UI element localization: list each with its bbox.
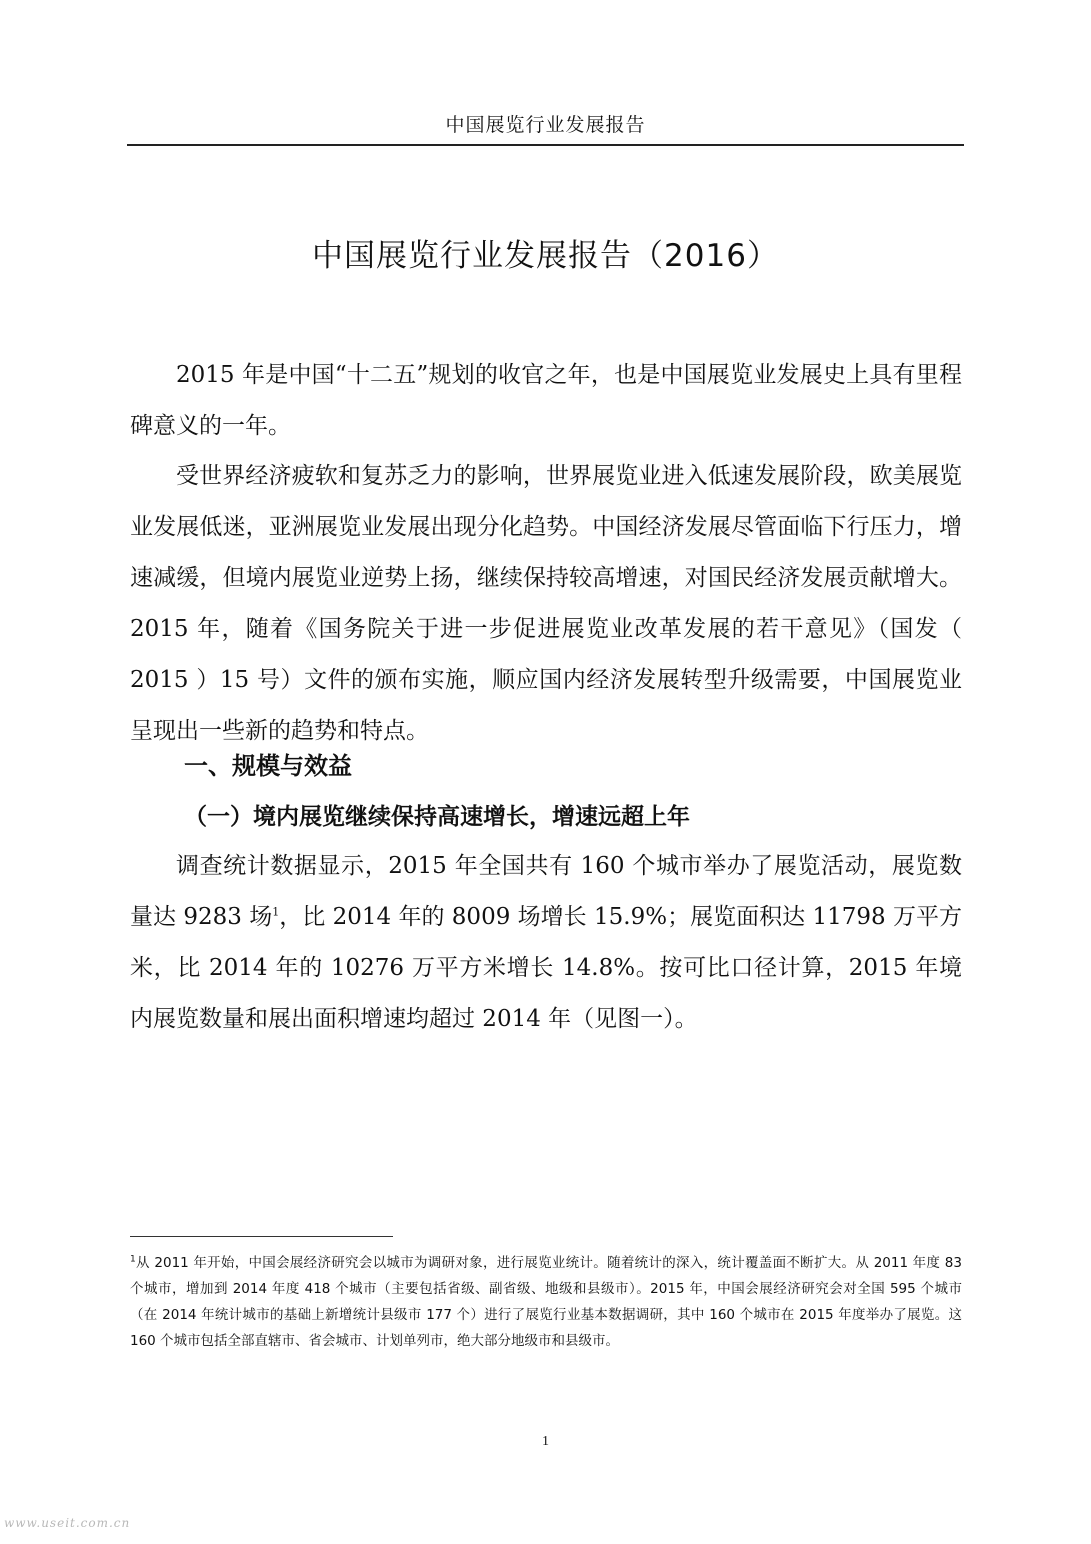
section-heading-scale-benefit: 一、规模与效益: [184, 752, 352, 780]
running-header: 中国展览行业发展报告: [445, 114, 646, 136]
statistics-text-part-1: 调查统计数据显示，2015 年全国共有 160 个城市举办了展览活动，展览数量达 9283 场: [130, 853, 962, 930]
footnote-divider: [130, 1236, 393, 1237]
footnote-reference[interactable]: 1: [272, 905, 280, 919]
footnote: [130, 1250, 962, 1354]
subsection-heading-domestic-growth: （一）境内展览继续保持高速增长，增速远超上年: [184, 804, 690, 830]
paragraph-statistics: [130, 841, 962, 1045]
site-watermark: www.useit.com.cn: [4, 1516, 131, 1530]
footnote-marker: 1: [130, 1254, 136, 1265]
header-divider: [127, 144, 964, 146]
page-number: 1: [542, 1434, 549, 1449]
statistics-text-part-2: ，比 2014 年的 8009 场增长 15.9%；展览面积达 11798 万平方米，比 2014 年的 10276 万平方米增长 14.8%。按可比口径计算，2015 年境内展览数量和展出面积增速均超过 2014 年（见图一）。: [130, 904, 963, 1032]
paragraph-context: 受世界经济疲软和复苏乏力的影响，世界展览业进入低速发展阶段，欧美展览业发展低迷，亚洲展览业发展出现分化趋势。中国经济发展尽管面临下行压力，增速减缓，但境内展览业逆势上扬，继续保持较高增速，对国民经济发展贡献增大。2015 年，随着《国务院关于进一步促进展览业改革发展的若干意见》（国发（ 2015 ）15 号）文件的颁布实施，顺应国内经济发展转型升级需要，中国展览业呈现出一些新的趋势和特点。: [130, 463, 962, 744]
footnote-text: 从 2011 年开始，中国会展经济研究会以城市为调研对象，进行展览业统计。随着统计的深入，统计覆盖面不断扩大。从 2011 年度 83 个城市，增加到 2014 年度 418 个城市（主要包括省级、副省级、地级和县级市）。2015 年，中国会展经济研究会对全国 595 个城市（在 2014 年统计城市的基础上新增统计县级市 177 个）进行了展览行业基本数据调研，其中 160 个城市在 2015 年度举办了展览。这 160 个城市包括全部直辖市、省会城市、计划单列市，绝大部分地级市和县级市。: [130, 1255, 962, 1349]
document-title: 中国展览行业发展报告（2016）: [312, 238, 779, 274]
paragraph-intro: 2015 年是中国“十二五”规划的收官之年，也是中国展览业发展史上具有里程碑意义的一年。: [130, 362, 962, 439]
